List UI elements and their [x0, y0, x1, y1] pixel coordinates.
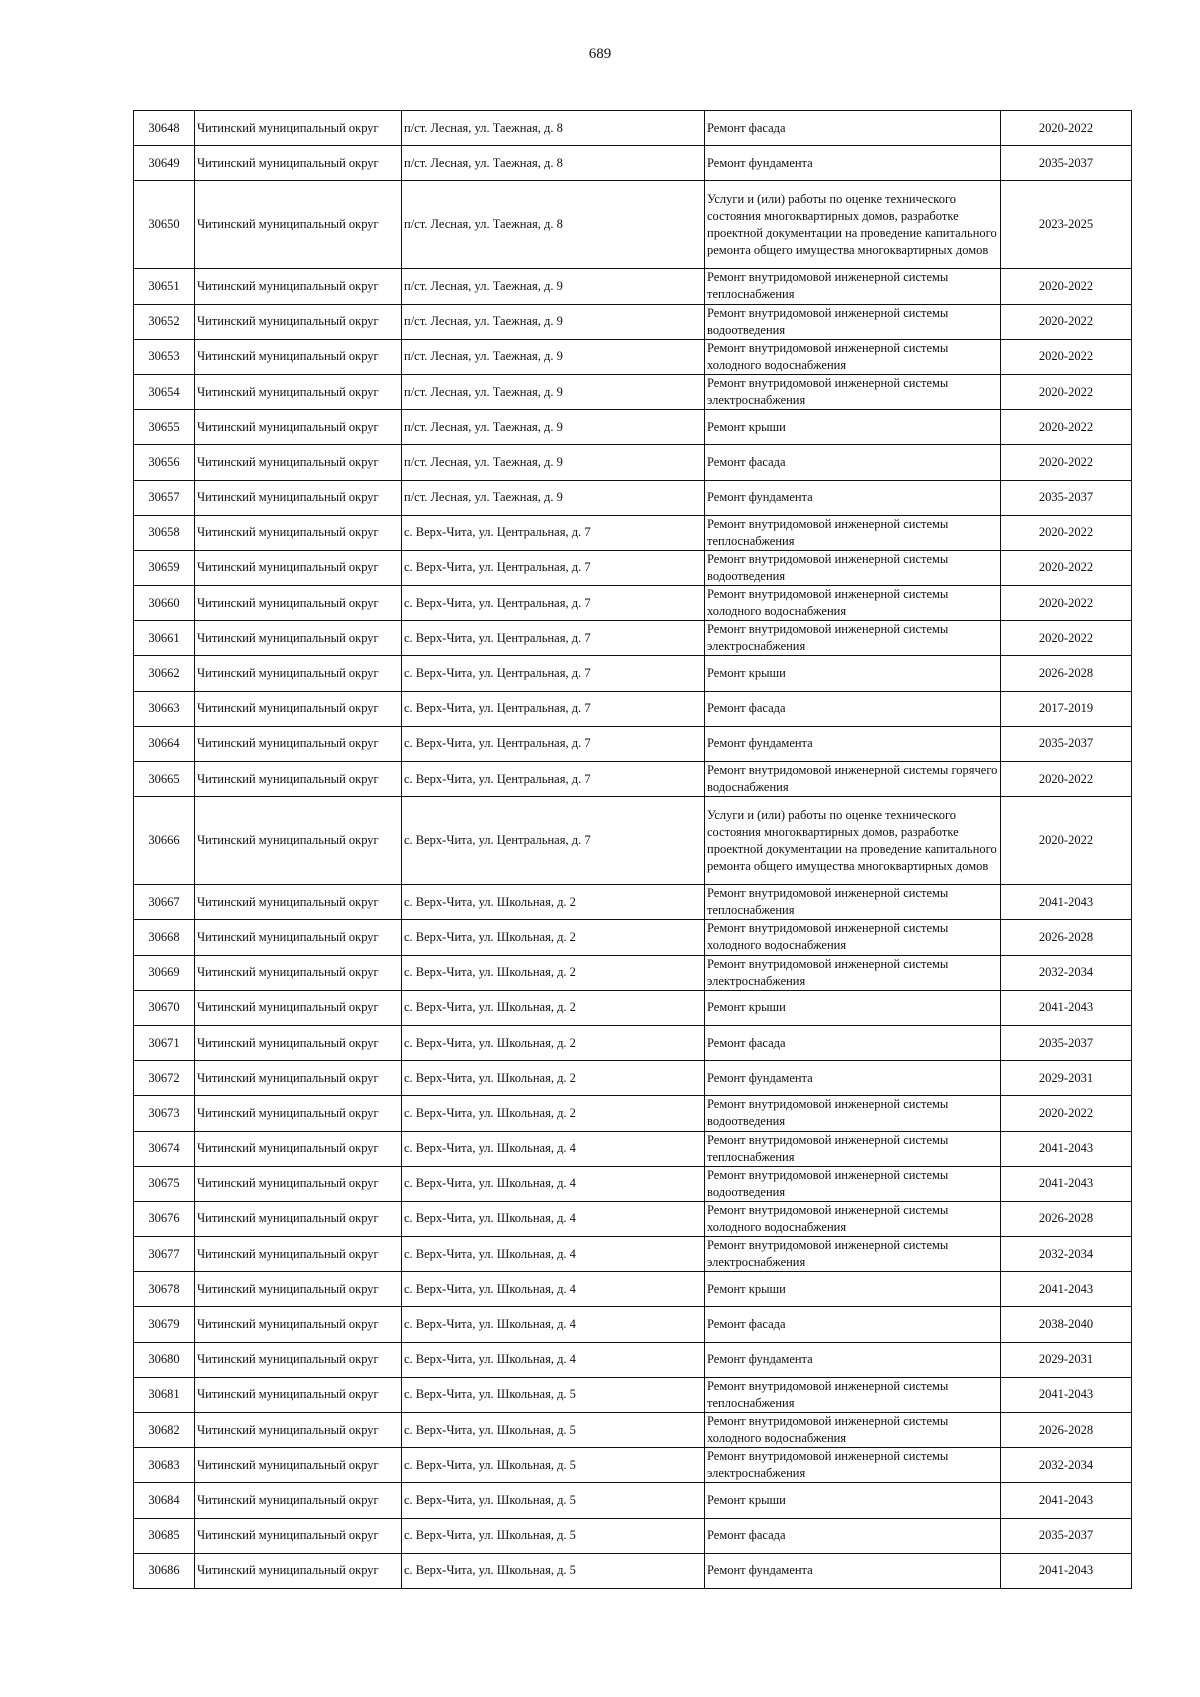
table-row: [134, 269, 1132, 304]
address-cell: с. Верх-Чита, ул. Школьная, д. 2: [402, 1096, 705, 1131]
address-cell: с. Верх-Чита, ул. Школьная, д. 2: [402, 1061, 705, 1096]
table-row: [134, 304, 1132, 339]
table-row: [134, 762, 1132, 797]
work-type-cell: Ремонт внутридомовой инженерной системы холодного водоснабжения: [705, 586, 1001, 621]
period-cell: 2023-2025: [1001, 181, 1132, 269]
table-row: [134, 656, 1132, 691]
district-cell: Читинский муниципальный округ: [195, 691, 402, 726]
period-cell: 2041-2043: [1001, 1166, 1132, 1201]
period-cell: 2020-2022: [1001, 304, 1132, 339]
table-row: [134, 515, 1132, 550]
period-cell: 2041-2043: [1001, 885, 1132, 920]
period-cell: 2041-2043: [1001, 1131, 1132, 1166]
work-type-cell: Ремонт внутридомовой инженерной системы водоотведения: [705, 550, 1001, 585]
table-row: [134, 339, 1132, 374]
period-cell: 2026-2028: [1001, 1413, 1132, 1448]
district-cell: Читинский муниципальный округ: [195, 1237, 402, 1272]
row-number-cell: 30681: [134, 1377, 195, 1412]
table-row: [134, 1518, 1132, 1553]
table-row: [134, 1061, 1132, 1096]
district-cell: Читинский муниципальный округ: [195, 1377, 402, 1412]
period-cell: 2032-2034: [1001, 955, 1132, 990]
row-number-cell: 30657: [134, 480, 195, 515]
table-row: [134, 550, 1132, 585]
row-number-cell: 30674: [134, 1131, 195, 1166]
work-type-cell: Ремонт крыши: [705, 990, 1001, 1025]
district-cell: Читинский муниципальный округ: [195, 920, 402, 955]
table-row: [134, 621, 1132, 656]
row-number-cell: 30649: [134, 146, 195, 181]
work-type-cell: Ремонт фасада: [705, 1307, 1001, 1342]
row-number-cell: 30669: [134, 955, 195, 990]
table-row: [134, 1131, 1132, 1166]
address-cell: с. Верх-Чита, ул. Центральная, д. 7: [402, 586, 705, 621]
address-cell: п/ст. Лесная, ул. Таежная, д. 9: [402, 410, 705, 445]
period-cell: 2020-2022: [1001, 550, 1132, 585]
work-type-cell: Ремонт внутридомовой инженерной системы водоотведения: [705, 1096, 1001, 1131]
work-type-cell: Ремонт крыши: [705, 1483, 1001, 1518]
row-number-cell: 30671: [134, 1025, 195, 1060]
table-row: [134, 410, 1132, 445]
address-cell: п/ст. Лесная, ул. Таежная, д. 9: [402, 269, 705, 304]
district-cell: Читинский муниципальный округ: [195, 762, 402, 797]
work-type-cell: Ремонт внутридомовой инженерной системы теплоснабжения: [705, 1377, 1001, 1412]
address-cell: с. Верх-Чита, ул. Школьная, д. 5: [402, 1413, 705, 1448]
district-cell: Читинский муниципальный округ: [195, 726, 402, 761]
row-number-cell: 30675: [134, 1166, 195, 1201]
table-row: [134, 181, 1132, 269]
district-cell: Читинский муниципальный округ: [195, 146, 402, 181]
district-cell: Читинский муниципальный округ: [195, 374, 402, 409]
period-cell: 2017-2019: [1001, 691, 1132, 726]
work-type-cell: Ремонт внутридомовой инженерной системы горячего водоснабжения: [705, 762, 1001, 797]
work-type-cell: Ремонт внутридомовой инженерной системы водоотведения: [705, 1166, 1001, 1201]
row-number-cell: 30672: [134, 1061, 195, 1096]
table-row: [134, 885, 1132, 920]
work-type-cell: Ремонт фасада: [705, 111, 1001, 146]
table-row: [134, 146, 1132, 181]
work-type-cell: Ремонт крыши: [705, 656, 1001, 691]
district-cell: Читинский муниципальный округ: [195, 797, 402, 885]
work-type-cell: Ремонт внутридомовой инженерной системы электроснабжения: [705, 621, 1001, 656]
row-number-cell: 30660: [134, 586, 195, 621]
address-cell: с. Верх-Чита, ул. Школьная, д. 2: [402, 990, 705, 1025]
row-number-cell: 30668: [134, 920, 195, 955]
district-cell: Читинский муниципальный округ: [195, 1307, 402, 1342]
period-cell: 2035-2037: [1001, 1025, 1132, 1060]
table-row: [134, 1201, 1132, 1236]
row-number-cell: 30651: [134, 269, 195, 304]
district-cell: Читинский муниципальный округ: [195, 1342, 402, 1377]
district-cell: Читинский муниципальный округ: [195, 1061, 402, 1096]
period-cell: 2020-2022: [1001, 515, 1132, 550]
period-cell: 2041-2043: [1001, 990, 1132, 1025]
period-cell: 2041-2043: [1001, 1272, 1132, 1307]
row-number-cell: 30658: [134, 515, 195, 550]
district-cell: Читинский муниципальный округ: [195, 480, 402, 515]
address-cell: с. Верх-Чита, ул. Центральная, д. 7: [402, 691, 705, 726]
address-cell: п/ст. Лесная, ул. Таежная, д. 9: [402, 374, 705, 409]
work-type-cell: Ремонт внутридомовой инженерной системы теплоснабжения: [705, 1131, 1001, 1166]
table-row: [134, 920, 1132, 955]
period-cell: 2035-2037: [1001, 1518, 1132, 1553]
row-number-cell: 30663: [134, 691, 195, 726]
row-number-cell: 30654: [134, 374, 195, 409]
work-type-cell: Ремонт внутридомовой инженерной системы теплоснабжения: [705, 515, 1001, 550]
district-cell: Читинский муниципальный округ: [195, 586, 402, 621]
row-number-cell: 30655: [134, 410, 195, 445]
district-cell: Читинский муниципальный округ: [195, 304, 402, 339]
address-cell: с. Верх-Чита, ул. Школьная, д. 2: [402, 920, 705, 955]
address-cell: с. Верх-Чита, ул. Школьная, д. 2: [402, 955, 705, 990]
row-number-cell: 30664: [134, 726, 195, 761]
table-row: [134, 586, 1132, 621]
district-cell: Читинский муниципальный округ: [195, 181, 402, 269]
district-cell: Читинский муниципальный округ: [195, 515, 402, 550]
period-cell: 2026-2028: [1001, 920, 1132, 955]
table-row: [134, 1307, 1132, 1342]
work-type-cell: Ремонт внутридомовой инженерной системы теплоснабжения: [705, 269, 1001, 304]
table-row: [134, 1377, 1132, 1412]
row-number-cell: 30678: [134, 1272, 195, 1307]
work-type-cell: Ремонт фундамента: [705, 480, 1001, 515]
address-cell: с. Верх-Чита, ул. Центральная, д. 7: [402, 515, 705, 550]
period-cell: 2041-2043: [1001, 1553, 1132, 1588]
district-cell: Читинский муниципальный округ: [195, 1553, 402, 1588]
period-cell: 2020-2022: [1001, 410, 1132, 445]
table-body: [134, 111, 1132, 1589]
address-cell: п/ст. Лесная, ул. Таежная, д. 8: [402, 181, 705, 269]
district-cell: Читинский муниципальный округ: [195, 1201, 402, 1236]
period-cell: 2020-2022: [1001, 586, 1132, 621]
table-row: [134, 1166, 1132, 1201]
work-type-cell: Ремонт внутридомовой инженерной системы электроснабжения: [705, 1448, 1001, 1483]
address-cell: с. Верх-Чита, ул. Центральная, д. 7: [402, 550, 705, 585]
period-cell: 2032-2034: [1001, 1237, 1132, 1272]
row-number-cell: 30683: [134, 1448, 195, 1483]
row-number-cell: 30676: [134, 1201, 195, 1236]
district-cell: Читинский муниципальный округ: [195, 621, 402, 656]
address-cell: п/ст. Лесная, ул. Таежная, д. 9: [402, 339, 705, 374]
period-cell: 2020-2022: [1001, 269, 1132, 304]
table-row: [134, 111, 1132, 146]
district-cell: Читинский муниципальный округ: [195, 1483, 402, 1518]
row-number-cell: 30686: [134, 1553, 195, 1588]
table-row: [134, 374, 1132, 409]
work-type-cell: Ремонт внутридомовой инженерной системы теплоснабжения: [705, 885, 1001, 920]
period-cell: 2020-2022: [1001, 111, 1132, 146]
row-number-cell: 30682: [134, 1413, 195, 1448]
work-type-cell: Ремонт внутридомовой инженерной системы электроснабжения: [705, 1237, 1001, 1272]
district-cell: Читинский муниципальный округ: [195, 1096, 402, 1131]
work-type-cell: Ремонт фасада: [705, 445, 1001, 480]
table-row: [134, 691, 1132, 726]
table-row: [134, 955, 1132, 990]
row-number-cell: 30665: [134, 762, 195, 797]
address-cell: с. Верх-Чита, ул. Школьная, д. 5: [402, 1518, 705, 1553]
table-row: [134, 1413, 1132, 1448]
district-cell: Читинский муниципальный округ: [195, 990, 402, 1025]
table-row: [134, 1553, 1132, 1588]
work-type-cell: Ремонт фундамента: [705, 1061, 1001, 1096]
period-cell: 2035-2037: [1001, 726, 1132, 761]
row-number-cell: 30648: [134, 111, 195, 146]
row-number-cell: 30670: [134, 990, 195, 1025]
address-cell: с. Верх-Чита, ул. Центральная, д. 7: [402, 797, 705, 885]
address-cell: с. Верх-Чита, ул. Школьная, д. 5: [402, 1448, 705, 1483]
address-cell: с. Верх-Чита, ул. Центральная, д. 7: [402, 621, 705, 656]
period-cell: 2041-2043: [1001, 1483, 1132, 1518]
district-cell: Читинский муниципальный округ: [195, 1166, 402, 1201]
table-row: [134, 1272, 1132, 1307]
row-number-cell: 30653: [134, 339, 195, 374]
address-cell: с. Верх-Чита, ул. Школьная, д. 5: [402, 1553, 705, 1588]
address-cell: с. Верх-Чита, ул. Школьная, д. 4: [402, 1307, 705, 1342]
period-cell: 2020-2022: [1001, 1096, 1132, 1131]
work-type-cell: Ремонт внутридомовой инженерной системы холодного водоснабжения: [705, 339, 1001, 374]
row-number-cell: 30659: [134, 550, 195, 585]
district-cell: Читинский муниципальный округ: [195, 656, 402, 691]
period-cell: 2035-2037: [1001, 146, 1132, 181]
address-cell: п/ст. Лесная, ул. Таежная, д. 8: [402, 146, 705, 181]
row-number-cell: 30679: [134, 1307, 195, 1342]
period-cell: 2032-2034: [1001, 1448, 1132, 1483]
row-number-cell: 30652: [134, 304, 195, 339]
work-type-cell: Ремонт фундамента: [705, 1342, 1001, 1377]
row-number-cell: 30662: [134, 656, 195, 691]
period-cell: 2020-2022: [1001, 445, 1132, 480]
district-cell: Читинский муниципальный округ: [195, 445, 402, 480]
work-type-cell: Ремонт фундамента: [705, 1553, 1001, 1588]
period-cell: 2020-2022: [1001, 339, 1132, 374]
address-cell: с. Верх-Чита, ул. Школьная, д. 5: [402, 1483, 705, 1518]
work-type-cell: Ремонт фасада: [705, 691, 1001, 726]
table-row: [134, 726, 1132, 761]
district-cell: Читинский муниципальный округ: [195, 1413, 402, 1448]
district-cell: Читинский муниципальный округ: [195, 885, 402, 920]
district-cell: Читинский муниципальный округ: [195, 269, 402, 304]
row-number-cell: 30661: [134, 621, 195, 656]
work-type-cell: Ремонт внутридомовой инженерной системы холодного водоснабжения: [705, 1201, 1001, 1236]
address-cell: с. Верх-Чита, ул. Школьная, д. 4: [402, 1166, 705, 1201]
address-cell: с. Верх-Чита, ул. Школьная, д. 4: [402, 1201, 705, 1236]
repair-schedule-table: [133, 110, 1132, 1589]
address-cell: п/ст. Лесная, ул. Таежная, д. 8: [402, 111, 705, 146]
address-cell: с. Верх-Чита, ул. Школьная, д. 4: [402, 1342, 705, 1377]
table-row: [134, 797, 1132, 885]
district-cell: Читинский муниципальный округ: [195, 410, 402, 445]
row-number-cell: 30684: [134, 1483, 195, 1518]
district-cell: Читинский муниципальный округ: [195, 550, 402, 585]
district-cell: Читинский муниципальный округ: [195, 1025, 402, 1060]
period-cell: 2026-2028: [1001, 656, 1132, 691]
period-cell: 2029-2031: [1001, 1061, 1132, 1096]
work-type-cell: Ремонт фасада: [705, 1025, 1001, 1060]
period-cell: 2020-2022: [1001, 797, 1132, 885]
work-type-cell: Ремонт крыши: [705, 410, 1001, 445]
row-number-cell: 30677: [134, 1237, 195, 1272]
table-row: [134, 480, 1132, 515]
page-number: 689: [588, 46, 612, 62]
table-row: [134, 990, 1132, 1025]
district-cell: Читинский муниципальный округ: [195, 1518, 402, 1553]
row-number-cell: 30680: [134, 1342, 195, 1377]
work-type-cell: Ремонт крыши: [705, 1272, 1001, 1307]
period-cell: 2020-2022: [1001, 374, 1132, 409]
table-row: [134, 1483, 1132, 1518]
table-row: [134, 1096, 1132, 1131]
district-cell: Читинский муниципальный округ: [195, 1131, 402, 1166]
row-number-cell: 30685: [134, 1518, 195, 1553]
work-type-cell: Ремонт фундамента: [705, 726, 1001, 761]
period-cell: 2041-2043: [1001, 1377, 1132, 1412]
work-type-cell: Ремонт внутридомовой инженерной системы электроснабжения: [705, 374, 1001, 409]
district-cell: Читинский муниципальный округ: [195, 111, 402, 146]
district-cell: Читинский муниципальный округ: [195, 1272, 402, 1307]
address-cell: с. Верх-Чита, ул. Школьная, д. 4: [402, 1131, 705, 1166]
table-row: [134, 445, 1132, 480]
address-cell: с. Верх-Чита, ул. Школьная, д. 4: [402, 1272, 705, 1307]
district-cell: Читинский муниципальный округ: [195, 339, 402, 374]
district-cell: Читинский муниципальный округ: [195, 1448, 402, 1483]
address-cell: п/ст. Лесная, ул. Таежная, д. 9: [402, 480, 705, 515]
row-number-cell: 30666: [134, 797, 195, 885]
row-number-cell: 30673: [134, 1096, 195, 1131]
work-type-cell: Услуги и (или) работы по оценке технического состояния многоквартирных домов, разработке проектной документации на проведение капитального ремонта общего имущества многоквартирных домов: [705, 797, 1001, 885]
row-number-cell: 30667: [134, 885, 195, 920]
work-type-cell: Услуги и (или) работы по оценке технического состояния многоквартирных домов, разработке проектной документации на проведение капитального ремонта общего имущества многоквартирных домов: [705, 181, 1001, 269]
work-type-cell: Ремонт внутридомовой инженерной системы электроснабжения: [705, 955, 1001, 990]
address-cell: с. Верх-Чита, ул. Центральная, д. 7: [402, 656, 705, 691]
address-cell: с. Верх-Чита, ул. Школьная, д. 2: [402, 885, 705, 920]
row-number-cell: 30650: [134, 181, 195, 269]
table-row: [134, 1025, 1132, 1060]
district-cell: Читинский муниципальный округ: [195, 955, 402, 990]
address-cell: с. Верх-Чита, ул. Школьная, д. 4: [402, 1237, 705, 1272]
address-cell: с. Верх-Чита, ул. Школьная, д. 5: [402, 1377, 705, 1412]
work-type-cell: Ремонт внутридомовой инженерной системы водоотведения: [705, 304, 1001, 339]
address-cell: с. Верх-Чита, ул. Центральная, д. 7: [402, 726, 705, 761]
period-cell: 2020-2022: [1001, 621, 1132, 656]
table-row: [134, 1448, 1132, 1483]
work-type-cell: Ремонт фундамента: [705, 146, 1001, 181]
period-cell: 2038-2040: [1001, 1307, 1132, 1342]
period-cell: 2029-2031: [1001, 1342, 1132, 1377]
period-cell: 2026-2028: [1001, 1201, 1132, 1236]
table-row: [134, 1237, 1132, 1272]
address-cell: с. Верх-Чита, ул. Школьная, д. 2: [402, 1025, 705, 1060]
row-number-cell: 30656: [134, 445, 195, 480]
work-type-cell: Ремонт внутридомовой инженерной системы холодного водоснабжения: [705, 1413, 1001, 1448]
period-cell: 2020-2022: [1001, 762, 1132, 797]
period-cell: 2035-2037: [1001, 480, 1132, 515]
work-type-cell: Ремонт фасада: [705, 1518, 1001, 1553]
table-row: [134, 1342, 1132, 1377]
work-type-cell: Ремонт внутридомовой инженерной системы холодного водоснабжения: [705, 920, 1001, 955]
address-cell: с. Верх-Чита, ул. Центральная, д. 7: [402, 762, 705, 797]
address-cell: п/ст. Лесная, ул. Таежная, д. 9: [402, 445, 705, 480]
address-cell: п/ст. Лесная, ул. Таежная, д. 9: [402, 304, 705, 339]
